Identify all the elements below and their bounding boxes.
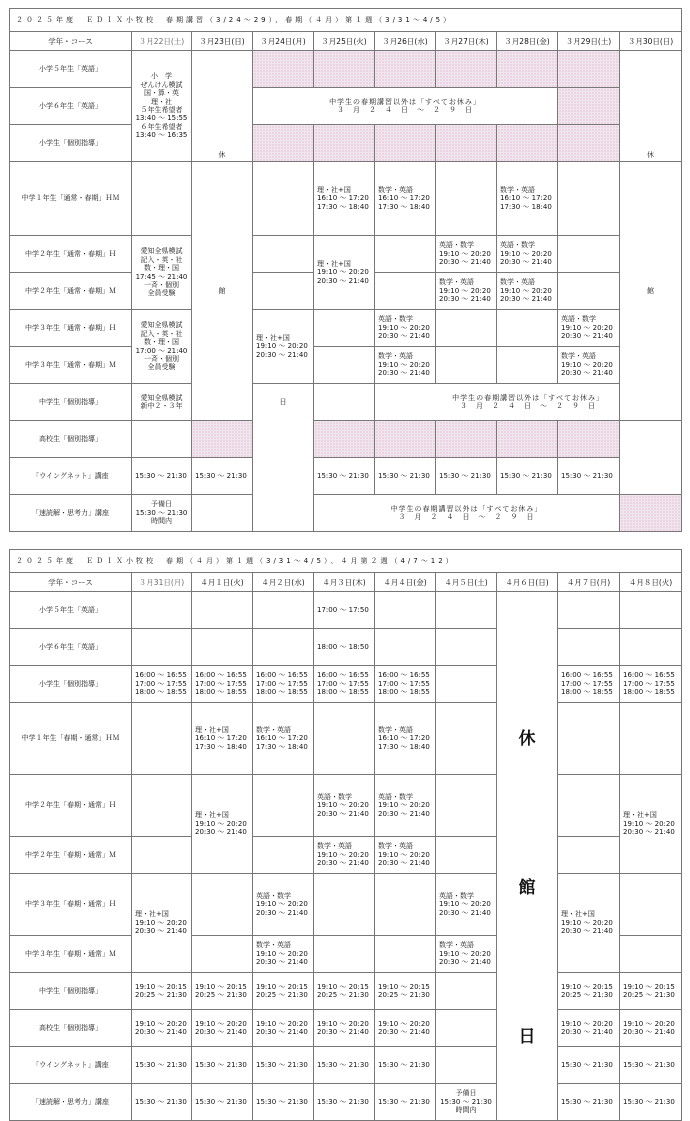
schedule-cell: 数学・英語 16:10 ～ 17:20 17:30 ～ 18:40: [375, 162, 436, 236]
empty-cell: [436, 1047, 497, 1084]
row-label: 小学５年生「英語」: [10, 51, 132, 88]
date-header: ４月６日(日): [497, 573, 558, 592]
row-label: 中学３年生「通常・春期」Ｍ: [10, 347, 132, 384]
schedule-cell: 英語・数学 19:10 ～ 20:20 20:30 ～ 21:40: [375, 775, 436, 837]
closed-day-cell: 休: [192, 51, 253, 162]
empty-cell: [558, 273, 620, 310]
table-row: [10, 703, 682, 775]
empty-cell: [436, 51, 497, 88]
schedule-cell: 19:10 ～ 20:20 20:30 ～ 21:40: [314, 1010, 375, 1047]
empty-cell: [558, 775, 620, 837]
empty-cell: [132, 421, 192, 458]
schedule-cell: 19:10 ～ 20:20 20:30 ～ 21:40: [375, 1010, 436, 1047]
schedule-cell: 15:30 ～ 21:30: [375, 1047, 436, 1084]
schedule-cell: 15:30 ～ 21:30: [375, 1084, 436, 1121]
schedule-cell: 理・社+国 19:10 ～ 20:20 20:30 ～ 21:40: [132, 874, 192, 973]
empty-cell: [497, 347, 558, 384]
date-header: ４月５日(土): [436, 573, 497, 592]
row-label: 小学生「個別指導」: [10, 666, 132, 703]
closed-day-cell: [497, 592, 558, 1121]
schedule-cell: 15:30 ～ 21:30: [558, 458, 620, 495]
schedule-cell: 15:30 ～ 21:30: [314, 458, 375, 495]
date-header: ３月26日(水): [375, 32, 436, 51]
schedule-cell: 16:00 ～ 16:55 17:00 ～ 17:55 18:00 ～ 18:55: [192, 666, 253, 703]
schedule-cell: 18:00 ～ 18:50: [314, 629, 375, 666]
date-header: ４月１日(火): [192, 573, 253, 592]
banner-line2: ３ 月 ２ ４ 日 ～ ２ ９ 日: [337, 106, 473, 114]
schedule-cell: 19:10 ～ 20:20 20:30 ～ 21:40: [253, 1010, 314, 1047]
empty-cell: [620, 874, 682, 936]
empty-cell: [192, 495, 253, 532]
empty-cell: [497, 125, 558, 162]
empty-cell: [558, 837, 620, 874]
table-row: [10, 236, 682, 273]
date-header: ３月28日(金): [497, 32, 558, 51]
closed-day-cell: 館: [620, 162, 682, 421]
table-row: [10, 384, 682, 421]
schedule-cell: 理・社+国 16:10 ～ 17:20 17:30 ～ 18:40: [192, 703, 253, 775]
empty-cell: [375, 592, 436, 629]
schedule-cell: 英語・数学 19:10 ～ 20:20 20:30 ～ 21:40: [436, 874, 497, 936]
schedule-cell: 数学・英語 16:10 ～ 17:20 17:30 ～ 18:40: [497, 162, 558, 236]
date-header: ３月24日(月): [253, 32, 314, 51]
schedule-cell: 19:10 ～ 20:15 20:25 ～ 21:30: [253, 973, 314, 1010]
schedule-cell: 19:10 ～ 20:15 20:25 ～ 21:30: [192, 973, 253, 1010]
empty-cell: [558, 162, 620, 236]
empty-cell: [558, 125, 620, 162]
schedule-cell: 15:30 ～ 21:30: [436, 458, 497, 495]
empty-cell: [620, 495, 682, 532]
schedule-cell: 16:00 ～ 16:55 17:00 ～ 17:55 18:00 ～ 18:55: [620, 666, 682, 703]
schedule-cell: 19:10 ～ 20:20 20:30 ～ 21:40: [558, 1010, 620, 1047]
schedule-cell: 16:00 ～ 16:55 17:00 ～ 17:55 18:00 ～ 18:55: [375, 666, 436, 703]
empty-cell: [375, 629, 436, 666]
schedule-cell: 15:30 ～ 21:30: [132, 1047, 192, 1084]
empty-cell: [436, 592, 497, 629]
row-label: 中学３年生「春期・通常」Ｍ: [10, 936, 132, 973]
empty-cell: [253, 837, 314, 874]
empty-cell: [132, 775, 192, 837]
schedule-cell: 英語・数学 19:10 ～ 20:20 20:30 ～ 21:40: [314, 775, 375, 837]
schedule-cell: 15:30 ～ 21:30: [192, 458, 253, 495]
notice-banner: [375, 384, 682, 421]
empty-cell: [497, 51, 558, 88]
empty-cell: [436, 629, 497, 666]
row-label: 「ウイングネット」講座: [10, 458, 132, 495]
schedule-table-2: [9, 549, 682, 1121]
empty-cell: [314, 874, 375, 936]
notice-banner: [314, 495, 620, 532]
row-label: 中学２年生「通常・春期」Ｈ: [10, 236, 132, 273]
empty-cell: [436, 162, 497, 236]
row-label: 中学１年生「春期・通常」ＨＭ: [10, 703, 132, 775]
schedule-cell: 17:00 ～ 17:50: [314, 592, 375, 629]
empty-cell: [558, 629, 620, 666]
schedule-cell: 愛知全県模試 新中２・３年: [132, 384, 192, 421]
schedule-cell: 19:10 ～ 20:20 20:30 ～ 21:40: [192, 1010, 253, 1047]
schedule-cell: 数学・英語 19:10 ～ 20:20 20:30 ～ 21:40: [558, 347, 620, 384]
empty-cell: [558, 703, 620, 775]
empty-cell: [253, 162, 314, 236]
empty-cell: [192, 936, 253, 973]
schedule-cell: 理・社+国 19:10 ～ 20:20 20:30 ～ 21:40: [558, 874, 620, 973]
schedule-cell: 予備日 15:30 ～ 21:30 時間内: [436, 1084, 497, 1121]
table-row: [10, 629, 682, 666]
closed-day-cell: 館: [192, 162, 253, 421]
banner-line2: ３ 月 ２ ４ 日 ～ ２ ９ 日: [398, 513, 535, 521]
empty-cell: [375, 936, 436, 973]
date-header: ４月８日(火): [620, 573, 682, 592]
empty-cell: [375, 125, 436, 162]
empty-cell: [558, 421, 620, 458]
schedule-cell: 15:30 ～ 21:30: [192, 1047, 253, 1084]
empty-cell: [558, 236, 620, 273]
date-header: ３月23日(日): [192, 32, 253, 51]
table-row: [10, 973, 682, 1010]
row-label: 小学６年生「英語」: [10, 629, 132, 666]
schedule-cell: 15:30 ～ 21:30: [132, 1084, 192, 1121]
table-row: [10, 162, 682, 236]
schedule-cell: 数学・英語 19:10 ～ 20:20 20:30 ～ 21:40: [253, 936, 314, 973]
date-header: ４月７日(月): [558, 573, 620, 592]
date-header: ４月４日(金): [375, 573, 436, 592]
schedule-cell: 15:30 ～ 21:30: [620, 1047, 682, 1084]
schedule-cell: 15:30 ～ 21:30: [253, 1084, 314, 1121]
empty-cell: [558, 592, 620, 629]
empty-cell: [253, 592, 314, 629]
schedule-cell: 19:10 ～ 20:15 20:25 ～ 21:30: [558, 973, 620, 1010]
empty-cell: [436, 421, 497, 458]
empty-cell: [497, 310, 558, 347]
closed-char: 日: [518, 1027, 536, 1047]
schedule-cell: 19:10 ～ 20:20 20:30 ～ 21:40: [620, 1010, 682, 1047]
table-row: [10, 837, 682, 874]
schedule-cell: 19:10 ～ 20:20 20:30 ～ 21:40: [132, 1010, 192, 1047]
schedule-cell: 理・社+国 19:10 ～ 20:20 20:30 ～ 21:40: [620, 775, 682, 874]
schedule-cell: 理・社+国 19:10 ～ 20:20 20:30 ～ 21:40: [314, 236, 375, 310]
schedule-cell: 数学・英語 19:10 ～ 20:20 20:30 ～ 21:40: [497, 273, 558, 310]
schedule-cell: 英語・数学 19:10 ～ 20:20 20:30 ～ 21:40: [558, 310, 620, 347]
table-row: [10, 666, 682, 703]
schedule-cell: 理・社+国 19:10 ～ 20:20 20:30 ～ 21:40: [253, 310, 314, 384]
empty-cell: [375, 874, 436, 936]
empty-cell: [436, 973, 497, 1010]
date-header: ３月31日(月): [132, 573, 192, 592]
row-label: 中学３年生「通常・春期」Ｈ: [10, 310, 132, 347]
notice-banner: [253, 88, 558, 125]
schedule-cell: 15:30 ～ 21:30: [375, 458, 436, 495]
date-header: ３月29日(土): [558, 32, 620, 51]
schedule-cell: 15:30 ～ 21:30: [620, 1084, 682, 1121]
table-row: [10, 51, 682, 88]
empty-cell: [436, 310, 497, 347]
empty-cell: [497, 421, 558, 458]
row-label: 小学生「個別指導」: [10, 125, 132, 162]
schedule-cell: 愛知全県模試 記入・英・社 数・理・国 17:45 ～ 21:40 一斉・個別 全員受験: [132, 236, 192, 310]
empty-cell: [620, 592, 682, 629]
schedule-cell: 15:30 ～ 21:30: [314, 1047, 375, 1084]
table-row: [10, 458, 682, 495]
table-row: [10, 347, 682, 384]
schedule-cell: 愛知全県模試 記入・英・社 数・理・国 17:00 ～ 21:40 一斉・個別 全員受験: [132, 310, 192, 384]
schedule-cell: 数学・英語 19:10 ～ 20:20 20:30 ～ 21:40: [314, 837, 375, 874]
empty-cell: [132, 703, 192, 775]
schedule-cell: 英語・数学 19:10 ～ 20:20 20:30 ～ 21:40: [253, 874, 314, 936]
empty-cell: [192, 421, 253, 458]
table-row: [10, 1010, 682, 1047]
date-header: ３月27日(木): [436, 32, 497, 51]
row-label: 「速読解・思考力」講座: [10, 1084, 132, 1121]
empty-cell: [375, 236, 436, 273]
schedule-cell: 英語・数学 19:10 ～ 20:20 20:30 ～ 21:40: [375, 310, 436, 347]
row-label: 「速読解・思考力」講座: [10, 495, 132, 532]
schedule-cell: 19:10 ～ 20:15 20:25 ～ 21:30: [314, 973, 375, 1010]
empty-cell: [620, 936, 682, 973]
row-label: 高校生「個別指導」: [10, 421, 132, 458]
date-header: ４月３日(木): [314, 573, 375, 592]
table-row: [10, 592, 682, 629]
closed-day-cell: 休: [620, 51, 682, 162]
empty-cell: [253, 775, 314, 837]
table-row: [10, 495, 682, 532]
empty-cell: [314, 703, 375, 775]
empty-cell: [436, 703, 497, 775]
empty-cell: [436, 775, 497, 837]
empty-cell: [253, 236, 314, 273]
empty-cell: [436, 837, 497, 874]
date-header: ３月22日(土): [132, 32, 192, 51]
table-row: [10, 1084, 682, 1121]
row-label: 「ウイングネット」講座: [10, 1047, 132, 1084]
schedule-cell: 19:10 ～ 20:15 20:25 ～ 21:30: [132, 973, 192, 1010]
table-row: [10, 1047, 682, 1084]
schedule-cell: 数学・英語 19:10 ～ 20:20 20:30 ～ 21:40: [436, 273, 497, 310]
schedule-table-1: [9, 8, 682, 532]
table2-title: ２０２５年度 ＥＤＩＸ小牧校 春期（４月）第１週（3/31～4/5）、４月第２週（4/7～12）: [10, 550, 682, 573]
header-label: 学年・コース: [10, 32, 132, 51]
schedule-cell: 15:30 ～ 21:30: [192, 1084, 253, 1121]
empty-cell: [253, 51, 314, 88]
banner-line1: 中学生の春期講習以外は「すべてお休み」: [390, 504, 543, 513]
empty-cell: [132, 162, 192, 236]
schedule-cell: 16:00 ～ 16:55 17:00 ～ 17:55 18:00 ～ 18:55: [314, 666, 375, 703]
schedule-cell: 英語・数学 19:10 ～ 20:20 20:30 ～ 21:40: [497, 236, 558, 273]
empty-cell: [436, 666, 497, 703]
row-label: 高校生「個別指導」: [10, 1010, 132, 1047]
empty-cell: [192, 592, 253, 629]
schedule-cell: 英語・数学 19:10 ～ 20:20 20:30 ～ 21:40: [436, 236, 497, 273]
schedule-cell: 15:30 ～ 21:30: [253, 1047, 314, 1084]
row-label: 小学５年生「英語」: [10, 592, 132, 629]
schedule-cell: 19:10 ～ 20:15 20:25 ～ 21:30: [620, 973, 682, 1010]
table-row: [10, 88, 682, 125]
empty-cell: [375, 421, 436, 458]
empty-cell: [314, 51, 375, 88]
table1-header-row: [10, 32, 682, 51]
schedule-cell: 16:00 ～ 16:55 17:00 ～ 17:55 18:00 ～ 18:55: [253, 666, 314, 703]
empty-cell: [253, 629, 314, 666]
empty-cell: [436, 1010, 497, 1047]
schedule-cell: 16:00 ～ 16:55 17:00 ～ 17:55 18:00 ～ 18:55: [132, 666, 192, 703]
schedule-cell: 15:30 ～ 21:30: [497, 458, 558, 495]
date-header: ３月30日(日): [620, 32, 682, 51]
empty-cell: [314, 125, 375, 162]
table-row: [10, 125, 682, 162]
empty-cell: [132, 629, 192, 666]
banner-line1: 中学生の春期講習以外は「すべてお休み」: [329, 97, 481, 106]
row-label: 中学２年生「通常・春期」Ｍ: [10, 273, 132, 310]
table-row: [10, 775, 682, 837]
empty-cell: [314, 421, 375, 458]
schedule-cell: 数学・英語 19:10 ～ 20:20 20:30 ～ 21:40: [436, 936, 497, 973]
empty-cell: [375, 51, 436, 88]
schedule-cell: 15:30 ～ 21:30: [558, 1047, 620, 1084]
empty-cell: [375, 273, 436, 310]
empty-cell: [253, 273, 314, 310]
schedule-cell: 理・社+国 19:10 ～ 20:20 20:30 ～ 21:40: [192, 775, 253, 874]
row-label: 中学２年生「春期・通常」Ｈ: [10, 775, 132, 837]
row-label: 中学３年生「春期・通常」Ｈ: [10, 874, 132, 936]
schedule-cell: 15:30 ～ 21:30: [558, 1084, 620, 1121]
schedule-cell: 16:00 ～ 16:55 17:00 ～ 17:55 18:00 ～ 18:55: [558, 666, 620, 703]
empty-cell: [132, 837, 192, 874]
closed-char: 休: [518, 729, 536, 749]
schedule-cell: 予備日 15:30 ～ 21:30 時間内: [132, 495, 192, 532]
empty-cell: [558, 51, 620, 88]
table-row: [10, 421, 682, 458]
table-row: [10, 874, 682, 936]
row-label: 中学１年生「通常・春期」ＨＭ: [10, 162, 132, 236]
schedule-cell: 小 学 ぜんけん模試 国・算・英 理・社 ５年生希望者 13:40 ～ 15:55 ６年生希望者 13:40 ～ 16:35: [132, 51, 192, 162]
empty-cell: [314, 310, 375, 347]
schedule-cell: 15:30 ～ 21:30: [132, 458, 192, 495]
schedule-cell: 数学・英語 16:10 ～ 17:20 17:30 ～ 18:40: [375, 703, 436, 775]
table2-header-row: [10, 573, 682, 592]
empty-cell: [620, 629, 682, 666]
schedule-cell: 理・社+国 16:10 ～ 17:20 17:30 ～ 18:40: [314, 162, 375, 236]
empty-cell: [436, 347, 497, 384]
empty-cell: [620, 703, 682, 775]
schedule-cell: 数学・英語 19:10 ～ 20:20 20:30 ～ 21:40: [375, 837, 436, 874]
empty-cell: [132, 592, 192, 629]
empty-cell: [558, 88, 620, 125]
schedule-cell: 数学・英語 19:10 ～ 20:20 20:30 ～ 21:40: [375, 347, 436, 384]
empty-cell: [192, 874, 253, 936]
date-header: ３月25日(火): [314, 32, 375, 51]
closed-day-cell: 日: [253, 384, 314, 532]
banner-line1: 中学生の春期講習以外は「すべてお休み」: [452, 393, 604, 402]
row-label: 中学生「個別指導」: [10, 973, 132, 1010]
header-label: 学年・コース: [10, 573, 132, 592]
empty-cell: [314, 347, 375, 384]
schedule-cell: 19:10 ～ 20:15 20:25 ～ 21:30: [375, 973, 436, 1010]
table-row: [10, 310, 682, 347]
empty-cell: [314, 936, 375, 973]
schedule-cell: 数学・英語 16:10 ～ 17:20 17:30 ～ 18:40: [253, 703, 314, 775]
row-label: 中学２年生「春期・通常」Ｍ: [10, 837, 132, 874]
table1-title: ２０２５年度 ＥＤＩＸ小牧校 春期講習（3/24～29）、春期（４月）第１週（3/31～4/5）: [10, 9, 682, 32]
banner-line2: ３ 月 ２ ４ 日 ～ ２ ９ 日: [460, 402, 597, 410]
row-label: 中学生「個別指導」: [10, 384, 132, 421]
schedule-cell: 15:30 ～ 21:30: [314, 1084, 375, 1121]
empty-cell: [436, 125, 497, 162]
empty-cell: [192, 629, 253, 666]
date-header: ４月２日(水): [253, 573, 314, 592]
empty-cell: [253, 125, 314, 162]
empty-cell: [314, 384, 375, 421]
row-label: 小学６年生「英語」: [10, 88, 132, 125]
closed-char: 館: [518, 878, 536, 898]
